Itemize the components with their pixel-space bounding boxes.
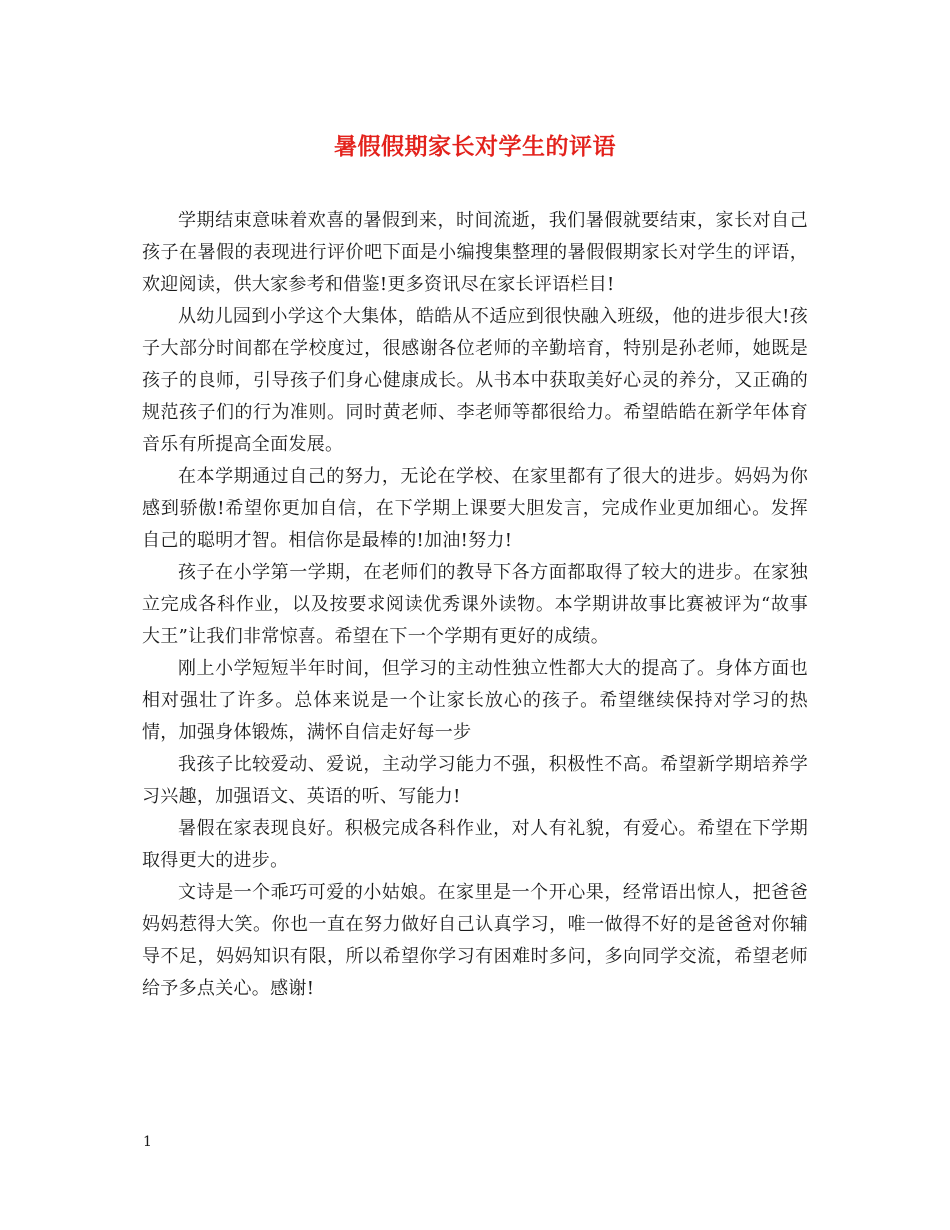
- paragraph-comment-3: 孩子在小学第一学期，在老师们的教导下各方面都取得了较大的进步。在家独立完成各科作业，以及按要求阅读优秀课外读物。本学期讲故事比赛被评为“故事大王”让我们非常惊喜。希望在下一个学期有更好的成绩。: [142, 562, 808, 647]
- document-body: [142, 205, 808, 1005]
- paragraph-comment-2: 在本学期通过自己的努力，无论在学校、在家里都有了很大的进步。妈妈为你感到骄傲!希望你更加自信，在下学期上课要大胆发言，完成作业更加细心。发挥自己的聪明才智。相信你是最棒的!加油!努力!: [142, 466, 808, 551]
- page-number: 1: [143, 1134, 152, 1150]
- document-title: 暑假假期家长对学生的评语: [334, 133, 616, 160]
- paragraph-comment-4: 刚上小学短短半年时间，但学习的主动性独立性都大大的提高了。身体方面也相对强壮了许多。总体来说是一个让家长放心的孩子。希望继续保持对学习的热情，加强身体锻炼，满怀自信走好每一步: [142, 658, 808, 743]
- paragraph-comment-6: 暑假在家表现良好。积极完成各科作业，对人有礼貌，有爱心。希望在下学期取得更大的进步。: [142, 818, 808, 871]
- paragraph-comment-5: 我孩子比较爱动、爱说，主动学习能力不强，积极性不高。希望新学期培养学习兴趣，加强语文、英语的听、写能力!: [142, 754, 808, 807]
- paragraph-intro: 学期结束意味着欢喜的暑假到来，时间流逝，我们暑假就要结束，家长对自己孩子在暑假的表现进行评价吧下面是小编搜集整理的暑假假期家长对学生的评语，欢迎阅读，供大家参考和借鉴!更多资讯尽在家长评语栏目!: [142, 210, 808, 295]
- paragraph-comment-1: 从幼儿园到小学这个大集体，皓皓从不适应到很快融入班级，他的进步很大!孩子大部分时间都在学校度过，很感谢各位老师的辛勤培育，特别是孙老师，她既是孩子的良师，引导孩子们身心健康成长。从书本中获取美好心灵的养分，又正确的规范孩子们的行为准则。同时黄老师、李老师等都很给力。希望皓皓在新学年体育音乐有所提高全面发展。: [142, 306, 808, 455]
- paragraph-comment-7: 文诗是一个乖巧可爱的小姑娘。在家里是一个开心果，经常语出惊人，把爸爸妈妈惹得大笑。你也一直在努力做好自己认真学习，唯一做得不好的是爸爸对你辅导不足，妈妈知识有限，所以希望你学习有困难时多问，多向同学交流，希望老师给予多点关心。感谢!: [142, 882, 808, 999]
